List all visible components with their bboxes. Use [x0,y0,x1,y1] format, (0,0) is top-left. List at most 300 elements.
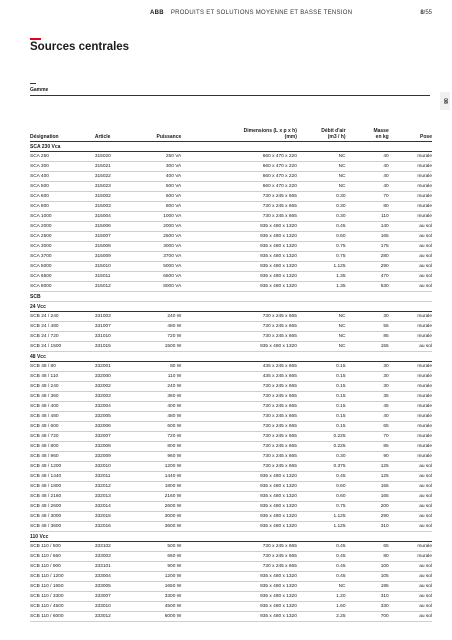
cell-designation: SCB 110 / 500 [30,542,95,552]
cell-masse: 330 [346,602,389,612]
group-title: 48 Vcc [30,352,432,362]
cell-debit: 0.15 [297,402,346,412]
table-row [30,422,432,432]
cell-pose: murale [389,182,432,192]
col-debit-unit: (m3 / h) [327,134,346,140]
cell-dimensions: 935 x 480 x 1320 [181,472,297,482]
cell-debit: 0.60 [297,482,346,492]
cell-article: 333004 [95,572,127,582]
cell-dimensions: 730 x 245 x 665 [181,202,297,212]
cell-designation: SCB 48 / 1200 [30,462,95,472]
cell-dimensions: 935 x 480 x 1320 [181,612,297,622]
cell-masse: 470 [346,272,389,282]
cell-puissance: 8000 VA [127,282,181,292]
cell-puissance: 3600 W [127,522,181,532]
cell-article: 315023 [95,182,127,192]
cell-designation: SCA 3700 [30,252,95,262]
brand-logo: ABB [150,10,164,16]
cell-pose: au sol [389,592,432,602]
cell-dimensions: 730 x 245 x 665 [181,462,297,472]
cell-masse: 290 [346,262,389,272]
cell-masse: 30 [346,372,389,382]
cell-pose: murale [389,362,432,372]
cell-pose: au sol [389,462,432,472]
table-row [30,432,432,442]
cell-designation: SCB 110 / 3300 [30,592,95,602]
cell-article: 315002 [95,192,127,202]
cell-dimensions: 935 x 480 x 1320 [181,512,297,522]
table-row [30,522,432,532]
table-row [30,262,432,272]
cell-debit: 0.30 [297,212,346,222]
cell-puissance: 480 W [127,412,181,422]
section-heading: Gamme [30,87,49,93]
cell-puissance: 500 VA [127,182,181,192]
cell-masse: 200 [346,502,389,512]
cell-designation: SCA 8000 [30,282,95,292]
cell-puissance: 1200 W [127,462,181,472]
cell-masse: 65 [346,422,389,432]
cell-article: 315022 [95,172,127,182]
cell-article: 332008 [95,442,127,452]
cell-dimensions: 935 x 480 x 1320 [181,592,297,602]
cell-masse: 100 [346,562,389,572]
cell-article: 333010 [95,602,127,612]
table-row [30,452,432,462]
page-total: /55 [423,10,432,16]
cell-masse: 40 [346,412,389,422]
cell-designation: SCB 48 / 1800 [30,482,95,492]
table-row [30,382,432,392]
header-subtitle: PRODUITS ET SOLUTIONS MOYENNE ET BASSE TENSION [170,10,353,16]
cell-pose: au sol [389,502,432,512]
cell-masse: 30 [346,362,389,372]
cell-puissance: 600 VA [127,192,181,202]
table-row [30,412,432,422]
cell-masse: 110 [346,212,389,222]
cell-masse: 175 [346,242,389,252]
cell-dimensions: 935 x 480 x 1320 [181,602,297,612]
cell-article: 333102 [95,542,127,552]
cell-puissance: 400 VA [127,172,181,182]
cell-article: 332002 [95,382,127,392]
table-row [30,282,432,292]
table-row [30,552,432,562]
cell-puissance: 900 W [127,562,181,572]
cell-designation: SCB 48 / 3000 [30,512,95,522]
cell-designation: SCB 48 / 720 [30,432,95,442]
cell-masse: 85 [346,332,389,342]
table-row [30,232,432,242]
cell-pose: au sol [389,472,432,482]
cell-pose: au sol [389,522,432,532]
cell-debit: 0.45 [297,552,346,562]
group-subtitle: 24 Vcc [30,302,432,312]
cell-dimensions: 935 x 480 x 1320 [181,342,297,352]
cell-designation: SCB 110 / 1650 [30,582,95,592]
cell-article: 332010 [95,462,127,472]
cell-designation: SCB 48 / 1440 [30,472,95,482]
cell-puissance: 240 W [127,382,181,392]
table-row [30,502,432,512]
cell-article: 332014 [95,502,127,512]
cell-debit: NC [297,332,346,342]
cell-puissance: 600 W [127,422,181,432]
running-header [150,10,352,16]
col-article: Article [95,128,127,142]
cell-pose: au sol [389,252,432,262]
cell-pose: murale [389,172,432,182]
cell-article: 315009 [95,252,127,262]
cell-puissance: 1440 W [127,472,181,482]
cell-dimensions: 730 x 245 x 665 [181,402,297,412]
cell-designation: SCA 2500 [30,232,95,242]
table-row [30,492,432,502]
cell-designation: SCB 110 / 660 [30,552,95,562]
cell-debit: NC [297,162,346,172]
cell-debit: 0.45 [297,572,346,582]
cell-designation: SCB 48 / 360 [30,392,95,402]
cell-article: 315006 [95,222,127,232]
cell-masse: 65 [346,542,389,552]
cell-designation: SCB 24 / 240 [30,312,95,322]
cell-debit: 0.30 [297,452,346,462]
cell-debit: 0.225 [297,432,346,442]
cell-debit: 0.15 [297,382,346,392]
cell-dimensions: 730 x 245 x 665 [181,412,297,422]
cell-dimensions: 730 x 245 x 665 [181,442,297,452]
cell-puissance: 5000 VA [127,262,181,272]
col-dimensions-label: Dimensions (L x p x h) [243,128,297,134]
cell-puissance: 300 VA [127,162,181,172]
cell-pose: au sol [389,572,432,582]
cell-puissance: 3700 VA [127,252,181,262]
table-row [30,192,432,202]
cell-debit: NC [297,182,346,192]
cell-debit: 0.60 [297,492,346,502]
cell-masse: 280 [346,252,389,262]
cell-puissance: 6000 W [127,612,181,622]
cell-puissance: 110 W [127,372,181,382]
table-row [30,402,432,412]
cell-puissance: 3300 W [127,592,181,602]
table-row [30,182,432,192]
group-heading-row [30,292,432,302]
page-number [420,10,432,16]
table-row [30,372,432,382]
cell-dimensions: 730 x 245 x 665 [181,422,297,432]
cell-puissance: 500 W [127,542,181,552]
cell-dimensions: 935 x 480 x 1320 [181,522,297,532]
group-heading-row [30,532,432,542]
cell-masse: 40 [346,182,389,192]
cell-debit: NC [297,172,346,182]
cell-debit: 0.45 [297,562,346,572]
cell-dimensions: 730 x 245 x 665 [181,332,297,342]
cell-masse: 35 [346,392,389,402]
cell-pose: murale [389,312,432,322]
cell-debit: 1.20 [297,592,346,602]
table-row [30,572,432,582]
cell-masse: 140 [346,222,389,232]
cell-pose: au sol [389,222,432,232]
cell-designation: SCA 500 [30,182,95,192]
cell-masse: 90 [346,452,389,462]
cell-designation: SCB 48 / 110 [30,372,95,382]
cell-designation: SCA 300 [30,162,95,172]
cell-designation: SCB 110 / 1200 [30,572,95,582]
group-title: 110 Vcc [30,532,432,542]
cell-article: 331015 [95,342,127,352]
cell-designation: SCB 110 / 6000 [30,612,95,622]
cell-pose: murale [389,382,432,392]
page-current: 8 [420,10,424,16]
cell-dimensions: 730 x 245 x 665 [181,322,297,332]
table-row [30,222,432,232]
cell-pose: au sol [389,232,432,242]
table-row [30,582,432,592]
table-body [30,142,432,622]
cell-pose: au sol [389,262,432,272]
table-row [30,482,432,492]
cell-dimensions: 935 x 480 x 1320 [181,272,297,282]
cell-pose: murale [389,542,432,552]
cell-designation: SCB 48 / 400 [30,402,95,412]
cell-article: 332005 [95,412,127,422]
cell-designation: SCB 24 / 720 [30,332,95,342]
cell-pose: murale [389,372,432,382]
cell-designation: SCB 110 / 900 [30,562,95,572]
cell-designation: SCA 6500 [30,272,95,282]
cell-pose: murale [389,432,432,442]
cell-masse: 80 [346,202,389,212]
cell-designation: SCA 800 [30,202,95,212]
cell-dimensions: 435 x 245 x 665 [181,362,297,372]
cell-designation: SCB 48 / 960 [30,452,95,462]
cell-debit: 0.60 [297,232,346,242]
cell-article: 332004 [95,402,127,412]
cell-article: 331003 [95,312,127,322]
cell-article: 332001 [95,362,127,372]
cell-article: 332016 [95,522,127,532]
cell-puissance: 1650 W [127,582,181,592]
cell-pose: au sol [389,512,432,522]
cell-pose: au sol [389,242,432,252]
cell-pose: au sol [389,602,432,612]
group-heading-row [30,352,432,362]
cell-pose: murale [389,452,432,462]
cell-designation: SCA 5000 [30,262,95,272]
cell-debit: 0.75 [297,242,346,252]
cell-dimensions: 730 x 245 x 665 [181,562,297,572]
cell-pose: au sol [389,612,432,622]
cell-debit: 0.15 [297,422,346,432]
cell-pose: au sol [389,562,432,572]
cell-article: 315007 [95,232,127,242]
cell-debit: NC [297,582,346,592]
table-row [30,472,432,482]
cell-debit: 0.30 [297,202,346,212]
cell-dimensions: 935 x 480 x 1320 [181,282,297,292]
cell-debit: 1.35 [297,272,346,282]
cell-pose: murale [389,152,432,162]
cell-article: 315021 [95,162,127,172]
table-row [30,242,432,252]
cell-masse: 70 [346,432,389,442]
cell-designation: SCA 600 [30,192,95,202]
cell-dimensions: 935 x 480 x 1320 [181,262,297,272]
cell-designation: SCB 48 / 2160 [30,492,95,502]
table-row [30,272,432,282]
cell-debit: 0.375 [297,462,346,472]
cell-article: 315004 [95,212,127,222]
col-debit-label: Débit d'air [321,128,346,134]
cell-pose: murale [389,552,432,562]
cell-puissance: 800 VA [127,202,181,212]
cell-debit: 2.25 [297,612,346,622]
cell-pose: murale [389,422,432,432]
cell-puissance: 4500 W [127,602,181,612]
cell-article: 315008 [95,242,127,252]
cell-article: 315010 [95,262,127,272]
table-row [30,332,432,342]
cell-article: 332013 [95,492,127,502]
cell-debit: 0.45 [297,542,346,552]
cell-debit: 1.125 [297,522,346,532]
table-row [30,202,432,212]
cell-dimensions: 730 x 245 x 665 [181,382,297,392]
cell-designation: SCB 24 / 1500 [30,342,95,352]
table-row [30,462,432,472]
cell-dimensions: 660 x 470 x 220 [181,162,297,172]
table-row [30,442,432,452]
table-row [30,322,432,332]
col-designation: Désignation [30,128,95,142]
col-debit [297,128,346,142]
cell-article: 332007 [95,432,127,442]
cell-masse: 530 [346,282,389,292]
cell-masse: 55 [346,322,389,332]
cell-designation: SCA 1000 [30,212,95,222]
cell-article: 332015 [95,512,127,522]
cell-designation: SCB 48 / 480 [30,412,95,422]
cell-dimensions: 935 x 480 x 1320 [181,572,297,582]
table-row [30,172,432,182]
cell-article: 333012 [95,612,127,622]
col-masse-label: Masse [373,128,389,134]
section-rule [30,95,430,96]
cell-dimensions: 660 x 470 x 220 [181,152,297,162]
cell-puissance: 2600 W [127,502,181,512]
cell-article: 332011 [95,472,127,482]
cell-puissance: 3000 W [127,512,181,522]
cell-puissance: 240 W [127,312,181,322]
cell-article: 333005 [95,582,127,592]
cell-article: 315011 [95,272,127,282]
section-accent-bar [30,83,36,84]
cell-dimensions: 730 x 245 x 665 [181,432,297,442]
cell-designation: SCA 2000 [30,222,95,232]
cell-masse: 310 [346,592,389,602]
cell-pose: murale [389,192,432,202]
cell-dimensions: 935 x 480 x 1320 [181,502,297,512]
cell-designation: SCB 48 / 800 [30,442,95,452]
cell-debit: NC [297,152,346,162]
cell-masse: 85 [346,442,389,452]
cell-article: 315003 [95,202,127,212]
table-row [30,392,432,402]
cell-designation: SCB 24 / 480 [30,322,95,332]
cell-puissance: 960 W [127,452,181,462]
cell-debit: 1.35 [297,282,346,292]
group-heading-row [30,142,432,152]
table-row [30,592,432,602]
cell-article: 333101 [95,562,127,572]
table-header-row [30,128,432,142]
table-row [30,512,432,522]
col-dimensions-unit: (mm) [284,134,297,140]
cell-article: 315020 [95,152,127,162]
cell-article: 332012 [95,482,127,492]
cell-dimensions: 730 x 245 x 665 [181,392,297,402]
cell-debit: 0.15 [297,412,346,422]
cell-pose: au sol [389,582,432,592]
cell-debit: NC [297,342,346,352]
cell-article: 332003 [95,392,127,402]
cell-puissance: 360 W [127,392,181,402]
cell-masse: 155 [346,482,389,492]
table-row [30,542,432,552]
table-row [30,562,432,572]
col-puissance: Puissance [127,128,181,142]
cell-debit: NC [297,322,346,332]
cell-masse: 30 [346,382,389,392]
cell-dimensions: 730 x 245 x 665 [181,452,297,462]
table-row [30,362,432,372]
cell-debit: 1.60 [297,602,346,612]
cell-designation: SCA 400 [30,172,95,182]
cell-masse: 40 [346,152,389,162]
col-dimensions [181,128,297,142]
cell-debit: 0.225 [297,442,346,452]
cell-debit: 0.75 [297,502,346,512]
cell-dimensions: 730 x 245 x 665 [181,212,297,222]
cell-designation: SCB 48 / 80 [30,362,95,372]
table-row [30,342,432,352]
cell-puissance: 720 W [127,332,181,342]
cell-pose: murale [389,392,432,402]
cell-puissance: 400 W [127,402,181,412]
cell-debit: 0.30 [297,192,346,202]
cell-article: 333003 [95,552,127,562]
cell-designation: SCA 3000 [30,242,95,252]
chapter-tab-label: 08 [442,98,448,104]
cell-puissance: 2000 VA [127,222,181,232]
title-accent-bar [30,38,41,40]
cell-pose: murale [389,322,432,332]
cell-pose: au sol [389,342,432,352]
cell-dimensions: 935 x 480 x 1320 [181,582,297,592]
cell-article: 333007 [95,592,127,602]
group-title: SCA 230 Vca [30,142,432,152]
cell-dimensions: 660 x 470 x 220 [181,182,297,192]
cell-pose: murale [389,202,432,212]
cell-masse: 45 [346,402,389,412]
col-pose: Pose [389,128,432,142]
cell-puissance: 2500 VA [127,232,181,242]
table-row [30,162,432,172]
cell-debit: 0.45 [297,472,346,482]
